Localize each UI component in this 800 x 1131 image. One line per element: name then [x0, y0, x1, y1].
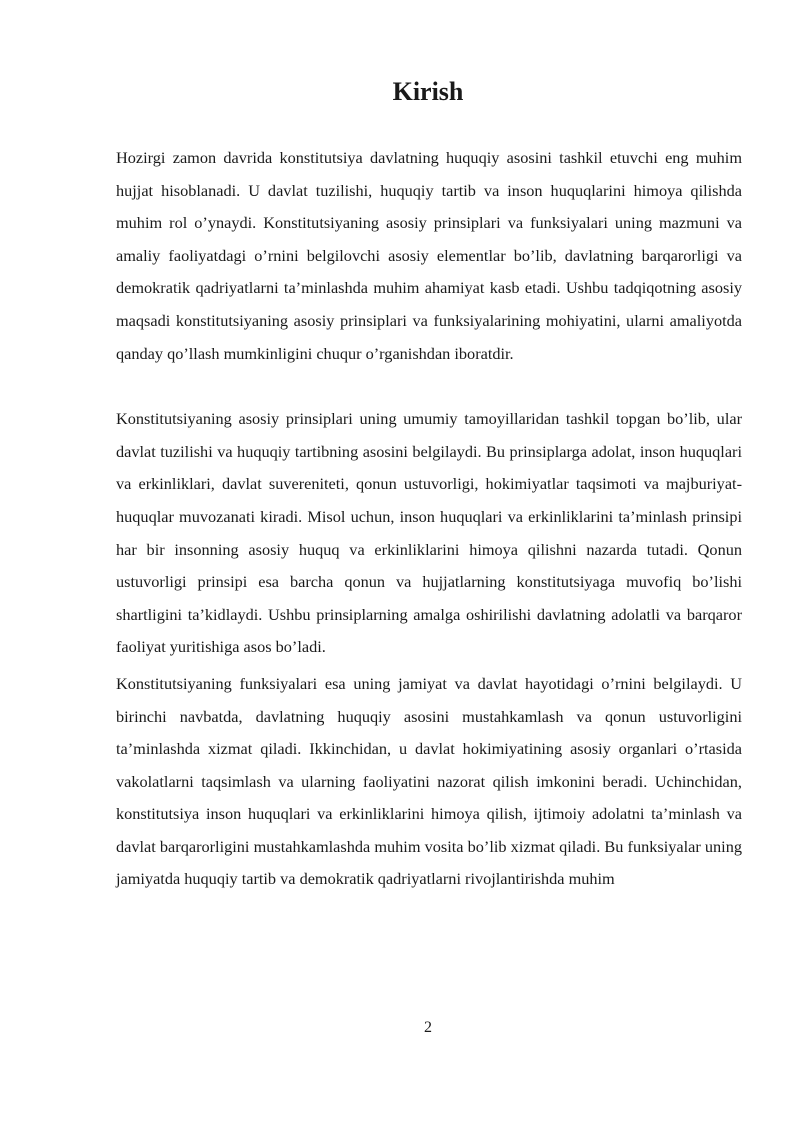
paragraph-principles: Konstitutsiyaning asosiy prinsiplari uning umumiy tamoyillaridan tashkil topgan bo’lib, ular davlat tuzilishi va huquqiy tartibning asosini belgilaydi. Bu prinsiplarga adolat, inson huquqlari va erkinliklari, davlat suvereniteti, qonun ustuvorligi, hokimiyatlar taqsimoti va majburiyat-huquqlar muvozanati kiradi. Misol uchun, inson huquqlari va erkinliklarini ta’minlash prinsipi har bir insonning asosiy huquq va erkinliklarini himoya qilishni nazarda tutadi. Qonun ustuvorligi prinsipi esa barcha qonun va hujjatlarning konstitutsiyaga muvofiq bo’lishi shartligini ta’kidlaydi. Ushbu prinsiplarning amalga oshirilishi davlatning adolatli va barqaror faoliyat yuritishiga asos bo’ladi. — [116, 409, 742, 657]
body-text — [116, 142, 742, 896]
page-title: Kirish — [392, 77, 464, 106]
paragraph-functions: Konstitutsiyaning funksiyalari esa uning jamiyat va davlat hayotidagi o’rnini belgilaydi. U birinchi navbatda, davlatning huquqiy asosini mustahkamlash va qonun ustuvorligini ta’minlashda xizmat qiladi. Ikkinchidan, u davlat hokimiyatining asosiy organlari o’rtasida vakolatlarni taqsimlash va ularning faoliyatini nazorat qilish imkonini beradi. Uchinchidan, konstitutsiya inson huquqlari va erkinliklarini himoya qilish, ijtimoiy adolatni ta’minlash va davlat barqarorligini mustahkamlashda muhim vosita bo’lib xizmat qiladi. Bu funksiyalar uning jamiyatda huquqiy tartib va demokratik qadriyatlarni rivojlantirishda muhim — [116, 673, 742, 889]
page-number: 2 — [424, 1019, 432, 1036]
paragraph-intro: Hozirgi zamon davrida konstitutsiya davlatning huquqiy asosini tashkil etuvchi eng muhim hujjat hisoblanadi. U davlat tuzilishi, huquqiy tartib va inson huquqlarini himoya qilishda muhim rol o’ynaydi. Konstitutsiyaning asosiy prinsiplari va funksiyalari uning mazmuni va amaliy faoliyatdagi o’rnini belgilovchi asosiy elementlar bo’lib, davlatning barqarorligi va demokratik qadriyatlarni ta’minlashda muhim ahamiyat kasb etadi. Ushbu tadqiqotning asosiy maqsadi konstitutsiyaning asosiy prinsiplari va funksiyalarining mohiyatini, ularni amaliyotda qanday qo’llash mumkinligini chuqur o’rganishdan iboratdir. — [116, 148, 742, 363]
